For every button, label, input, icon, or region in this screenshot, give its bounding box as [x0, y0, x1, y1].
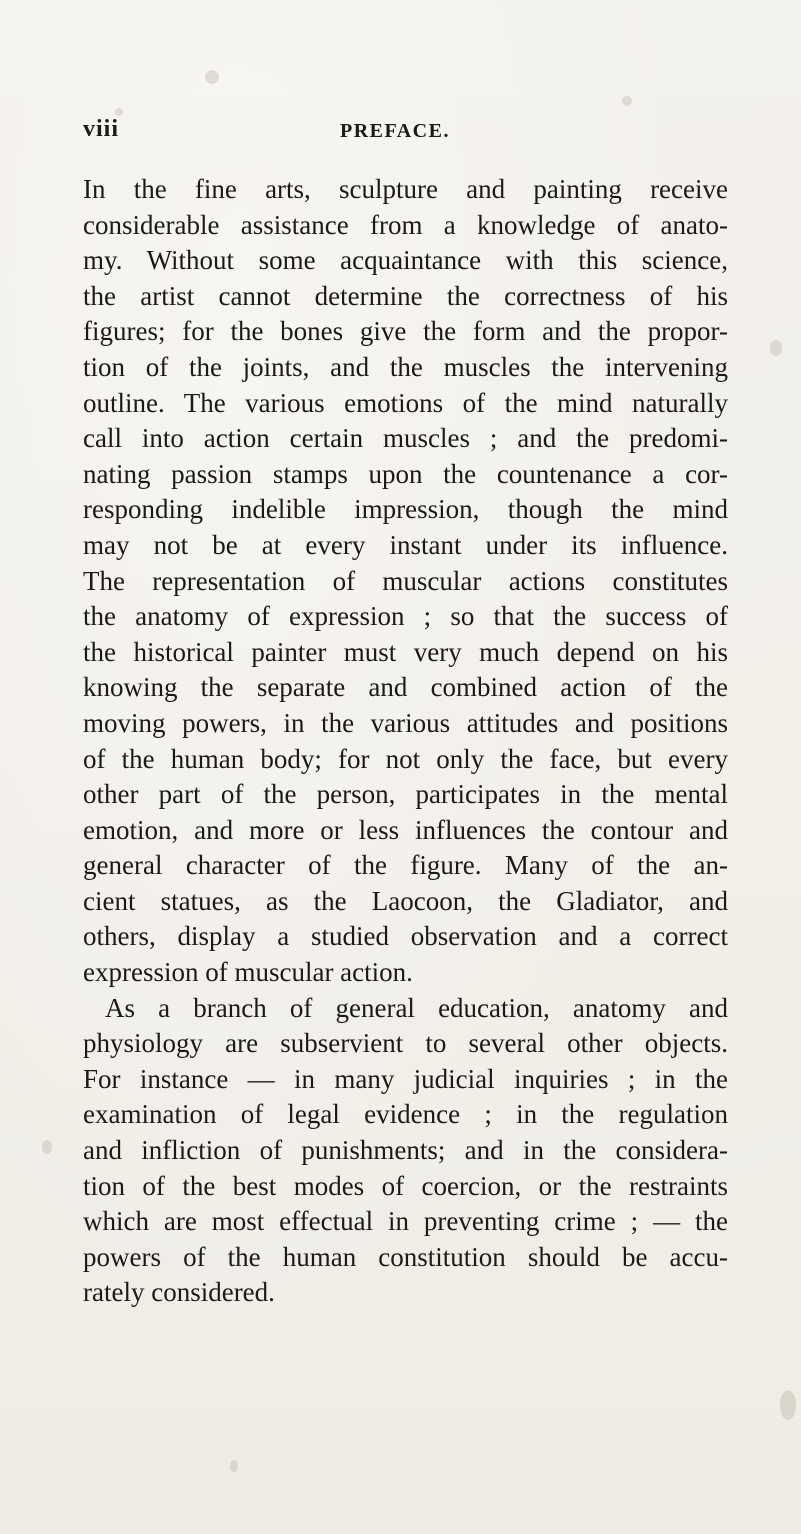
- text-line: rately considered.: [83, 1277, 275, 1308]
- text-line: and infliction of punishments; and in the considera-: [83, 1135, 728, 1166]
- text-line: In the fine arts, sculpture and painting receive: [83, 174, 728, 204]
- text-line: moving powers, in the various attitudes and positions: [83, 707, 728, 738]
- text-line: The representation of muscular actions constitutes: [83, 565, 728, 596]
- text-line: nating passion stamps upon the countenance a cor-: [83, 458, 728, 489]
- page-header: [83, 114, 723, 144]
- text-line: powers of the human constitution should be accu-: [83, 1241, 728, 1272]
- text-line: general character of the figure. Many of the an-: [83, 850, 728, 881]
- text-line: tion of the best modes of coercion, or the restraints: [83, 1170, 728, 1201]
- text-line: my. Without some acquaintance with this science,: [83, 245, 728, 276]
- text-line: of the human body; for not only the face, but every: [83, 743, 728, 774]
- text-line: other part of the person, participates in the mental: [83, 779, 728, 810]
- text-line: others, display a studied observation and a correct: [83, 921, 728, 952]
- text-line: figures; for the bones give the form and the propor-: [83, 316, 728, 347]
- text-line: examination of legal evidence ; in the regulation: [83, 1099, 728, 1130]
- text-line: physiology are subservient to several other objects.: [83, 1028, 728, 1059]
- text-line: may not be at every instant under its influence.: [83, 529, 728, 560]
- text-line: For instance — in many judicial inquiries ; in the: [83, 1063, 728, 1094]
- text-line: responding indelible impression, though the mind: [83, 494, 728, 525]
- page-number: viii: [83, 116, 120, 142]
- text-line: As a branch of general education, anatomy and: [105, 992, 728, 1023]
- text-line: tion of the joints, and the muscles the intervening: [83, 351, 728, 382]
- text-line: emotion, and more or less influences the contour and: [83, 814, 728, 845]
- text-line: call into action certain muscles ; and the predomi-: [83, 423, 728, 454]
- preface-body: [83, 172, 728, 1311]
- running-head: PREFACE.: [340, 120, 450, 142]
- text-line: the historical painter must very much depend on his: [83, 636, 728, 667]
- text-line: outline. The various emotions of the mind naturally: [83, 387, 728, 418]
- text-line: the artist cannot determine the correctness of his: [83, 280, 728, 311]
- text-line: expression of muscular action.: [83, 957, 413, 988]
- text-line: considerable assistance from a knowledge of anato-: [83, 209, 728, 240]
- text-line: knowing the separate and combined action of the: [83, 672, 728, 703]
- text-line: which are most effectual in preventing crime ; — the: [83, 1206, 728, 1237]
- text-line: cient statues, as the Laocoon, the Gladiator, and: [83, 885, 728, 916]
- text-line: the anatomy of expression ; so that the success of: [83, 601, 728, 632]
